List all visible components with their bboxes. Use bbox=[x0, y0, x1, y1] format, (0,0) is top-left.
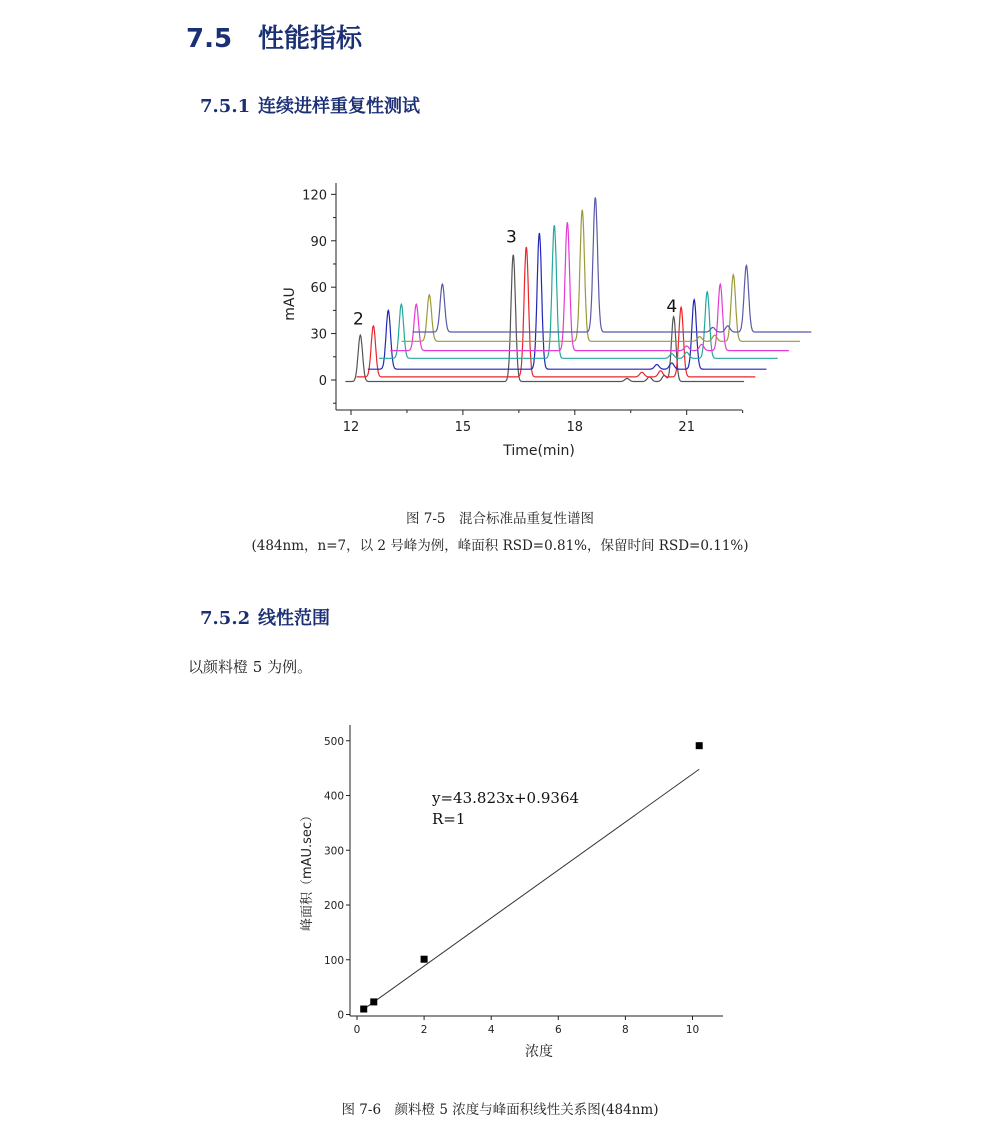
peak-label: 2 bbox=[353, 309, 364, 330]
y-tick-label: 120 bbox=[302, 188, 327, 204]
subsection-number-1: 7.5.1 bbox=[200, 96, 251, 117]
equation-annotation: R=1 bbox=[432, 810, 466, 828]
y-axis-title: 峰面积（mAU.sec） bbox=[300, 808, 315, 932]
section-number: 7.5 bbox=[186, 24, 233, 54]
y-tick-label: 400 bbox=[323, 790, 344, 803]
subsection-number-2: 7.5.2 bbox=[200, 608, 251, 629]
figure-2-caption: 图 7-6 颜料橙 5 浓度与峰面积线性关系图(484nm) bbox=[341, 1102, 659, 1118]
x-tick-label: 15 bbox=[454, 420, 472, 435]
y-tick-label: 0 bbox=[318, 374, 327, 389]
x-tick-label: 0 bbox=[353, 1024, 361, 1036]
x-axis-title: Time(min) bbox=[503, 443, 575, 459]
y-tick-label: 100 bbox=[323, 954, 344, 967]
data-point bbox=[421, 956, 428, 963]
y-tick-label: 60 bbox=[310, 281, 327, 297]
subsection-title-1: 连续进样重复性测试 bbox=[258, 96, 420, 117]
x-tick-label: 12 bbox=[342, 420, 360, 435]
x-tick-label: 2 bbox=[420, 1024, 428, 1036]
x-tick-label: 6 bbox=[554, 1024, 562, 1036]
x-axis-title: 浓度 bbox=[525, 1044, 553, 1060]
intro-paragraph: 以颜料橙 5 为例。 bbox=[188, 658, 313, 676]
data-point bbox=[370, 998, 377, 1005]
peak-label: 3 bbox=[505, 227, 517, 248]
y-tick-label: 500 bbox=[323, 735, 344, 748]
y-axis-title: mAU bbox=[282, 287, 298, 321]
data-point bbox=[360, 1006, 367, 1013]
y-tick-label: 300 bbox=[323, 845, 344, 858]
x-tick-label: 18 bbox=[566, 420, 584, 435]
figure-1-note: (484nm，n=7，以 2 号峰为例，峰面积 RSD=0.81%，保留时间 RSD=0.11%) bbox=[251, 538, 749, 554]
y-tick-label: 30 bbox=[310, 327, 327, 343]
x-tick-label: 4 bbox=[487, 1024, 495, 1036]
subsection-title-2: 线性范围 bbox=[258, 608, 330, 629]
peak-label: 4 bbox=[666, 296, 678, 317]
y-tick-label: 0 bbox=[337, 1009, 344, 1022]
y-tick-label: 90 bbox=[310, 234, 327, 250]
data-point bbox=[696, 742, 703, 749]
figure-1-caption: 图 7-5 混合标准品重复性谱图 bbox=[405, 511, 595, 527]
x-tick-label: 10 bbox=[685, 1024, 700, 1036]
section-title: 性能指标 bbox=[258, 24, 363, 54]
x-tick-label: 21 bbox=[678, 420, 695, 435]
equation-annotation: y=43.823x+0.9364 bbox=[432, 789, 580, 807]
y-tick-label: 200 bbox=[323, 900, 344, 912]
x-tick-label: 8 bbox=[622, 1024, 629, 1036]
